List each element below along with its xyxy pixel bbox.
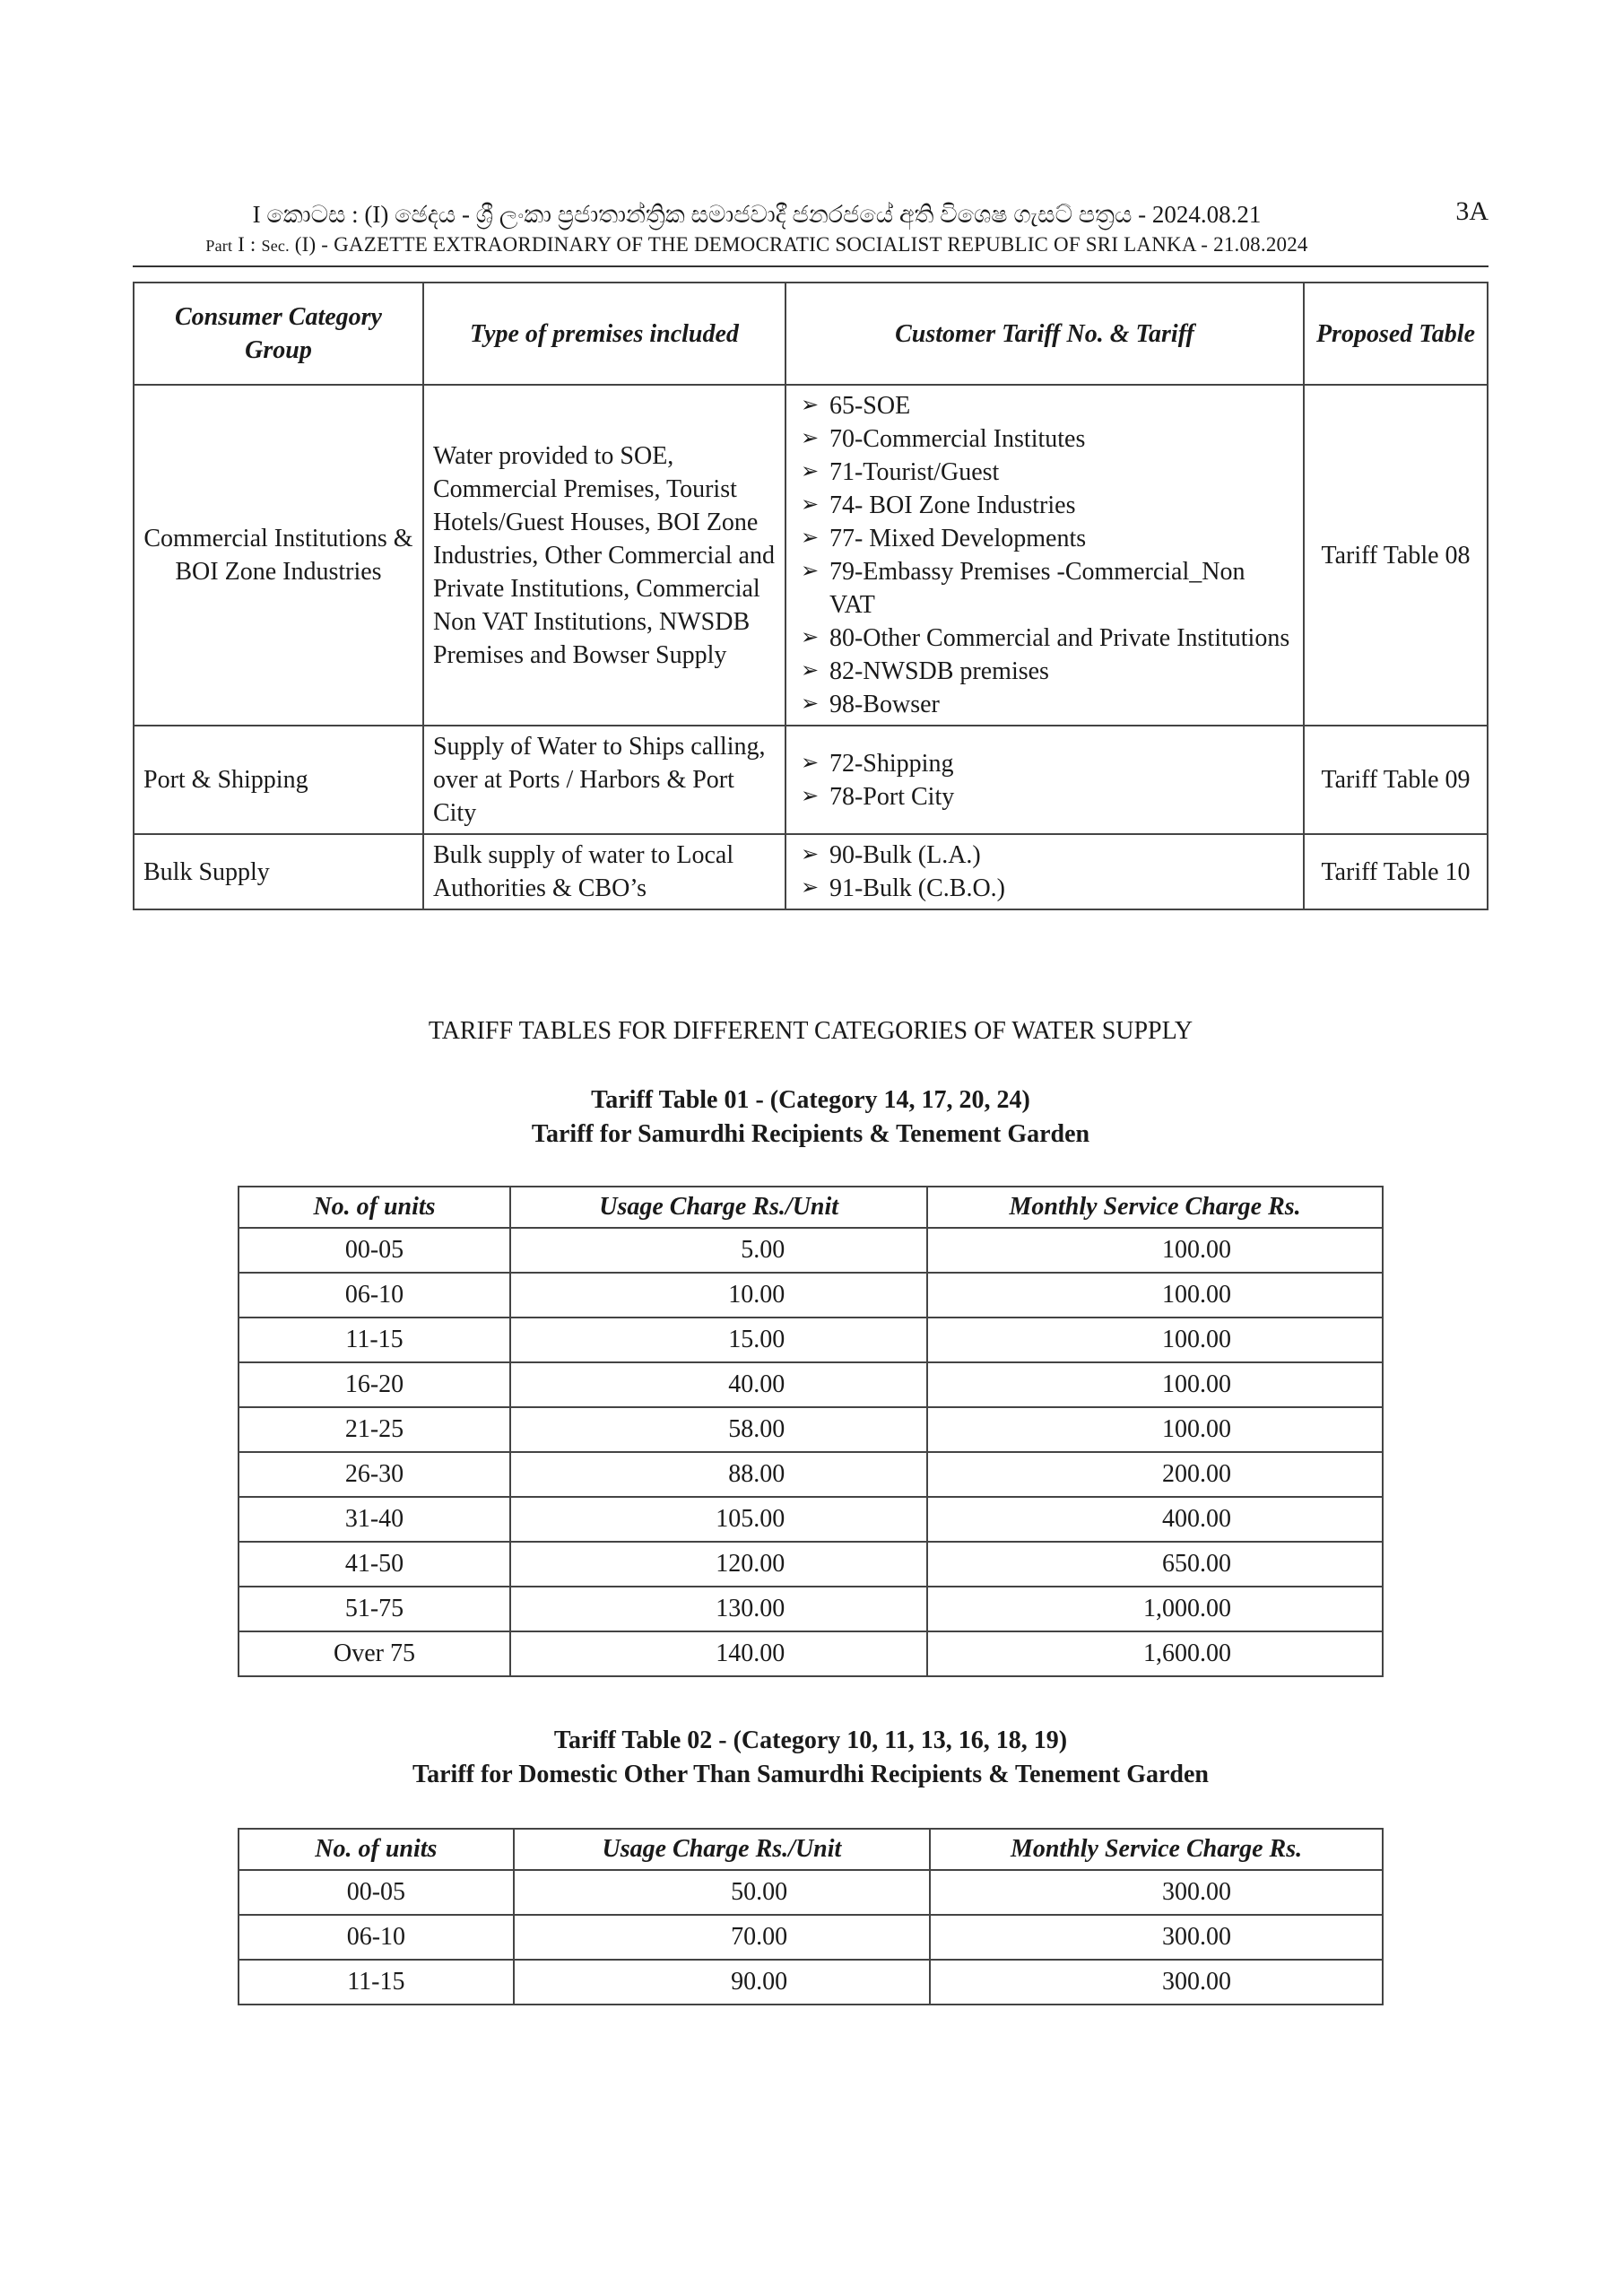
units-cell: 06-10 [239, 1915, 514, 1960]
category-table-header-row [134, 283, 1488, 385]
tariff-item [795, 422, 1294, 456]
usage-charge-cell: 88.00 [510, 1452, 927, 1497]
column-header-no-of-units: No. of units [239, 1187, 510, 1228]
arrow-bullet-icon: ➢ [800, 843, 820, 866]
tariff-table-02-title [133, 1724, 1488, 1792]
category-row-port-shipping [134, 726, 1488, 834]
tariff-table-01-title [133, 1083, 1488, 1152]
service-charge-cell: 100.00 [927, 1362, 1383, 1407]
usage-charge-cell: 130.00 [510, 1587, 927, 1631]
tariff-item-label: 74- BOI Zone Industries [829, 491, 1076, 519]
units-cell: 51-75 [239, 1587, 510, 1631]
header-sinhala-line: I කොටස : (I) ඡෙදය - ශ්‍රී ලංකා ප්‍රජාතාන්ත්‍රික සමාජවාදී ජනරජයේ අති විශෙෂ ගැසට් පත්‍රය - 2024.08.21 [252, 201, 1262, 228]
units-cell: 26-30 [239, 1452, 510, 1497]
header-sec-label: Sec. [261, 237, 290, 255]
header-english-rest: (I) - GAZETTE EXTRAORDINARY OF THE DEMOCRATIC SOCIALIST REPUBLIC OF SRI LANKA - 21.08.2024 [294, 233, 1308, 256]
tariff-item-label: 80-Other Commercial and Private Institutions [829, 624, 1290, 652]
table-row [239, 1497, 1383, 1542]
tariff-item [795, 522, 1294, 555]
tariff-table-01-title-line2: Tariff for Samurdhi Recipients & Tenement Garden [531, 1120, 1090, 1148]
usage-charge-cell: 15.00 [510, 1318, 927, 1362]
header-part-label: Part [205, 237, 233, 255]
table-row [239, 1452, 1383, 1497]
tariff-item [795, 655, 1294, 688]
consumer-category-table [133, 282, 1488, 910]
service-charge-cell: 100.00 [927, 1318, 1383, 1362]
header-part-number: I [238, 233, 245, 256]
service-charge-cell: 100.00 [927, 1407, 1383, 1452]
table-row [239, 1542, 1383, 1587]
tariff-list-cell [785, 834, 1304, 909]
units-cell: Over 75 [239, 1631, 510, 1676]
usage-charge-cell: 50.00 [514, 1870, 930, 1915]
column-header-proposed-table: Proposed Table [1304, 283, 1488, 385]
column-header-consumer-category-group: Consumer Category Group [134, 283, 423, 385]
service-charge-cell: 200.00 [927, 1452, 1383, 1497]
arrow-bullet-icon: ➢ [800, 692, 820, 716]
units-cell: 11-15 [239, 1318, 510, 1362]
tariff-item-label: 78-Port City [829, 782, 955, 811]
service-charge-cell: 400.00 [927, 1497, 1383, 1542]
usage-charge-cell: 40.00 [510, 1362, 927, 1407]
tariff-table-01 [238, 1186, 1384, 1677]
tariff-item [795, 872, 1294, 905]
service-charge-cell: 1,000.00 [927, 1587, 1383, 1631]
arrow-bullet-icon: ➢ [800, 876, 820, 900]
service-charge-cell: 1,600.00 [927, 1631, 1383, 1676]
header-divider [133, 265, 1488, 267]
premises-cell: Supply of Water to Ships calling, over at Ports / Harbors & Port City [423, 726, 785, 834]
arrow-bullet-icon: ➢ [800, 784, 820, 808]
table-row [239, 1273, 1383, 1318]
units-cell: 06-10 [239, 1273, 510, 1318]
usage-charge-cell: 105.00 [510, 1497, 927, 1542]
tariff-table-02-header-row [239, 1829, 1383, 1870]
usage-charge-cell: 58.00 [510, 1407, 927, 1452]
tariff-item-label: 71-Tourist/Guest [829, 458, 1000, 486]
arrow-bullet-icon: ➢ [800, 751, 820, 775]
column-header-monthly-service-charge: Monthly Service Charge Rs. [927, 1187, 1383, 1228]
table-row [239, 1587, 1383, 1631]
tariff-item [795, 389, 1294, 422]
table-row [239, 1318, 1383, 1362]
usage-charge-cell: 140.00 [510, 1631, 927, 1676]
column-header-monthly-service-charge: Monthly Service Charge Rs. [930, 1829, 1383, 1870]
column-header-usage-charge: Usage Charge Rs./Unit [510, 1187, 927, 1228]
arrow-bullet-icon: ➢ [800, 626, 820, 649]
service-charge-cell: 300.00 [930, 1870, 1383, 1915]
tariff-table-02-title-line2: Tariff for Domestic Other Than Samurdhi Recipients & Tenement Garden [412, 1761, 1209, 1788]
premises-cell: Water provided to SOE, Commercial Premises, Tourist Hotels/Guest Houses, BOI Zone Industries, Other Commercial and Private Institutions, Commercial Non VAT Institutions, NWSDB Premises and Bowser Supply [423, 385, 785, 726]
table-row [239, 1407, 1383, 1452]
column-header-type-of-premises: Type of premises included [423, 283, 785, 385]
usage-charge-cell: 120.00 [510, 1542, 927, 1587]
usage-charge-cell: 10.00 [510, 1273, 927, 1318]
tariff-item-label: 82-NWSDB premises [829, 657, 1049, 685]
arrow-bullet-icon: ➢ [800, 493, 820, 517]
category-row-commercial [134, 385, 1488, 726]
tariff-item-label: 72-Shipping [829, 749, 954, 778]
tariff-table-01-header-row [239, 1187, 1383, 1228]
units-cell: 00-05 [239, 1870, 514, 1915]
arrow-bullet-icon: ➢ [800, 394, 820, 417]
tariff-table-01-title-line1: Tariff Table 01 - (Category 14, 17, 20, 24) [591, 1086, 1030, 1114]
units-cell: 16-20 [239, 1362, 510, 1407]
units-cell: 31-40 [239, 1497, 510, 1542]
table-row [239, 1631, 1383, 1676]
usage-charge-cell: 5.00 [510, 1228, 927, 1273]
column-header-usage-charge: Usage Charge Rs./Unit [514, 1829, 930, 1870]
tariff-item-label: 90-Bulk (L.A.) [829, 841, 981, 869]
tariff-table-02-title-line1: Tariff Table 02 - (Category 10, 11, 13, 16, 18, 19) [553, 1726, 1068, 1754]
units-cell: 11-15 [239, 1960, 514, 2005]
units-cell: 00-05 [239, 1228, 510, 1273]
tariff-item-label: 65-SOE [829, 392, 911, 420]
arrow-bullet-icon: ➢ [800, 560, 820, 583]
service-charge-cell: 100.00 [927, 1228, 1383, 1273]
tariff-list-cell [785, 385, 1304, 726]
tariff-item [795, 780, 1294, 813]
tariff-item [795, 456, 1294, 489]
service-charge-cell: 300.00 [930, 1960, 1383, 2005]
tariff-item [795, 747, 1294, 780]
units-cell: 21-25 [239, 1407, 510, 1452]
column-header-customer-tariff: Customer Tariff No. & Tariff [785, 283, 1304, 385]
category-group-cell: Bulk Supply [134, 834, 423, 909]
service-charge-cell: 300.00 [930, 1915, 1383, 1960]
page-number: 3A [1455, 196, 1488, 226]
premises-cell: Bulk supply of water to Local Authorities & CBO’s [423, 834, 785, 909]
tariff-list-cell [785, 726, 1304, 834]
arrow-bullet-icon: ➢ [800, 427, 820, 450]
tariff-item-label: 77- Mixed Developments [829, 525, 1087, 552]
usage-charge-cell: 70.00 [514, 1915, 930, 1960]
service-charge-cell: 100.00 [927, 1273, 1383, 1318]
tariff-item-label: 70-Commercial Institutes [829, 425, 1086, 453]
proposed-table-cell: Tariff Table 09 [1304, 726, 1488, 834]
usage-charge-cell: 90.00 [514, 1960, 930, 2005]
proposed-table-cell: Tariff Table 08 [1304, 385, 1488, 726]
tariff-list [795, 747, 1294, 813]
tariff-item [795, 555, 1294, 622]
section-title: TARIFF TABLES FOR DIFFERENT CATEGORIES OF WATER SUPPLY [428, 1017, 1193, 1045]
tariff-list [795, 839, 1294, 905]
table-row [239, 1915, 1383, 1960]
category-group-cell: Port & Shipping [134, 726, 423, 834]
service-charge-cell: 650.00 [927, 1542, 1383, 1587]
arrow-bullet-icon: ➢ [800, 460, 820, 483]
gazette-header [133, 196, 1488, 267]
category-row-bulk-supply [134, 834, 1488, 909]
tariff-item-label: 91-Bulk (C.B.O.) [829, 874, 1005, 902]
tariff-item-label: 98-Bowser [829, 691, 940, 718]
table-row [239, 1960, 1383, 2005]
category-group-cell: Commercial Institutions & BOI Zone Industries [134, 385, 423, 726]
arrow-bullet-icon: ➢ [800, 526, 820, 550]
arrow-bullet-icon: ➢ [800, 659, 820, 683]
units-cell: 41-50 [239, 1542, 510, 1587]
tariff-table-02 [238, 1828, 1384, 2005]
tariff-item [795, 489, 1294, 522]
tariff-item [795, 688, 1294, 721]
tariff-item [795, 839, 1294, 872]
tariff-item [795, 622, 1294, 655]
table-row [239, 1870, 1383, 1915]
table-row [239, 1362, 1383, 1407]
tariff-item-label: 79-Embassy Premises -Commercial_Non VAT [829, 558, 1245, 619]
header-english-line: Part I : Sec. (I) - GAZETTE EXTRAORDINARY OF THE DEMOCRATIC SOCIALIST REPUBLIC OF SRI LANKA - 21.08.2024 [205, 233, 1308, 256]
proposed-table-cell: Tariff Table 10 [1304, 834, 1488, 909]
tariff-list [795, 389, 1294, 721]
table-row [239, 1228, 1383, 1273]
column-header-no-of-units: No. of units [239, 1829, 514, 1870]
